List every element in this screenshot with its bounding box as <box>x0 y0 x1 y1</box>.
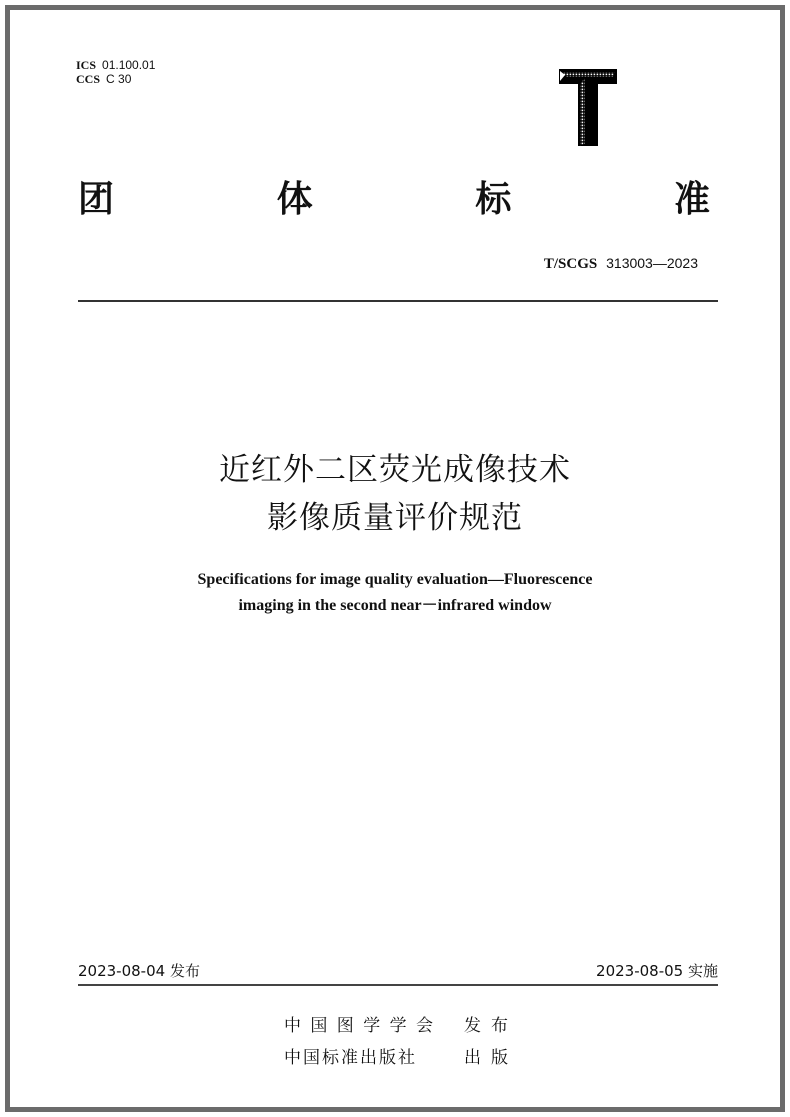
ics-label: ICS <box>76 58 97 72</box>
heading-char: 体 <box>276 179 313 220</box>
publisher-org: 中国标准出版社 <box>284 1048 417 1068</box>
ccs-label: CCS <box>76 72 101 86</box>
standard-code-number: 313003—2023 <box>606 255 698 271</box>
standard-type-t-logo-icon <box>557 67 619 147</box>
classification-codes <box>76 58 155 86</box>
standard-code <box>544 255 698 273</box>
page-frame <box>5 5 785 1112</box>
header-divider <box>78 300 718 302</box>
ics-code <box>76 58 155 72</box>
chinese-title-line1: 近红外二区荧光成像技术 <box>219 452 571 488</box>
ccs-code <box>76 72 155 86</box>
heading-char: 团 <box>78 179 115 220</box>
publisher-row <box>284 1011 518 1036</box>
ics-value: 01.100.01 <box>102 58 156 72</box>
chinese-title-line2: 影像质量评价规范 <box>267 500 523 536</box>
publisher-row <box>284 1043 518 1068</box>
heading-char: 准 <box>673 179 710 220</box>
heading-char: 标 <box>475 179 512 220</box>
english-title-line2: imaging in the second near－infrared window <box>238 597 552 614</box>
ccs-value: C 30 <box>106 72 132 86</box>
standard-code-prefix: T/SCGS <box>543 256 598 272</box>
release-date: 2023-08-04 发布 <box>78 962 200 980</box>
publisher-action: 出版 <box>464 1048 518 1068</box>
publisher-org: 中 国 图 学 学 会 <box>284 1016 436 1036</box>
implementation-date: 2023-08-05 实施 <box>596 962 718 980</box>
english-title-line1: Specifications for image quality evaluation—Fluorescence <box>197 571 593 588</box>
footer-divider <box>78 984 718 986</box>
publisher-action: 发布 <box>464 1016 518 1036</box>
document-type-heading <box>78 178 710 222</box>
